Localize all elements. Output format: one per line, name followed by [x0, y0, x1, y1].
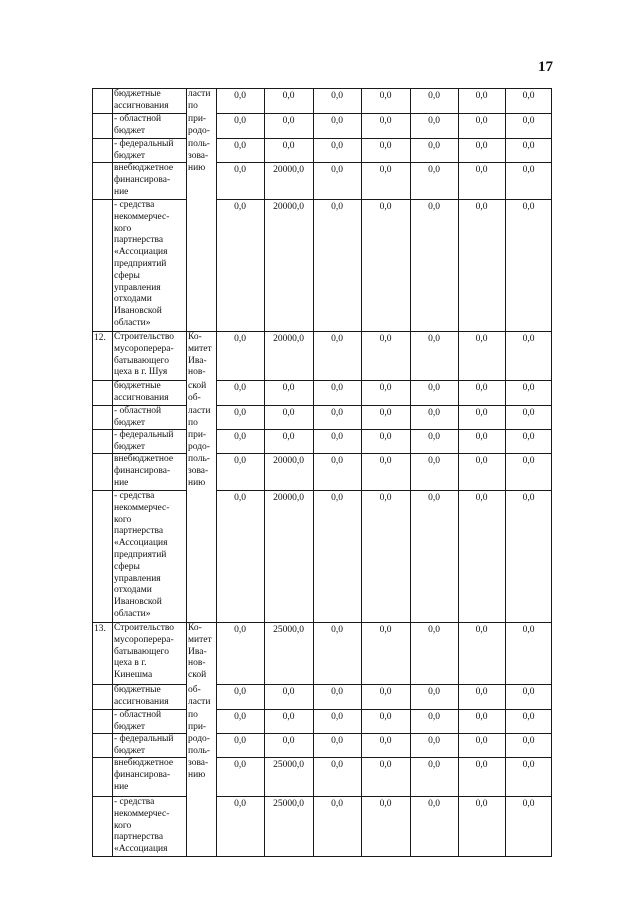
row-divider — [216, 429, 552, 430]
value-cell: 0,0 — [331, 493, 343, 503]
value-cell: 0,0 — [282, 712, 295, 722]
value-cell: 0,0 — [379, 712, 392, 722]
column-divider — [112, 88, 113, 857]
value-cell: 0,0 — [428, 116, 440, 126]
value-cell: 0,0 — [379, 736, 392, 746]
value-cell: 0,0 — [234, 91, 246, 101]
row-divider — [92, 709, 112, 710]
executor-text: нию — [188, 163, 206, 173]
value-cell: 0,0 — [428, 799, 440, 809]
value-cell: 0,0 — [234, 760, 246, 770]
row-divider — [216, 796, 552, 797]
row-divider — [92, 199, 112, 200]
value-cell: 0,0 — [428, 334, 440, 344]
value-cell: 0,0 — [522, 141, 535, 151]
row-divider — [92, 429, 112, 430]
value-cell: 0,0 — [282, 687, 295, 697]
value-cell: 0,0 — [234, 165, 246, 175]
value-cell: 0,0 — [234, 432, 246, 442]
row-divider — [92, 405, 112, 406]
value-cell: 0,0 — [428, 760, 440, 770]
executor-text: Ко- митет Ива- нов- ской — [188, 623, 212, 681]
value-cell: 0,0 — [475, 625, 488, 635]
value-cell: 0,0 — [331, 625, 343, 635]
value-cell: 0,0 — [234, 687, 246, 697]
value-cell: 0,0 — [475, 116, 488, 126]
value-cell: 0,0 — [331, 383, 343, 393]
executor-text: поль- зова- — [188, 139, 210, 161]
executor-text: ской об- — [188, 381, 207, 403]
value-cell: 0,0 — [475, 736, 488, 746]
value-cell: 0,0 — [234, 493, 246, 503]
value-cell: 0,0 — [475, 165, 488, 175]
value-cell: 0,0 — [522, 334, 535, 344]
value-cell: 0,0 — [522, 202, 535, 212]
value-cell: 25000,0 — [273, 760, 304, 770]
row-divider — [92, 380, 112, 381]
value-cell: 0,0 — [522, 383, 535, 393]
value-cell: 0,0 — [331, 165, 343, 175]
value-cell: 20000,0 — [273, 493, 304, 503]
column-divider — [186, 88, 187, 857]
value-cell: 0,0 — [282, 432, 295, 442]
value-cell: 0,0 — [234, 408, 246, 418]
value-cell: 0,0 — [428, 625, 440, 635]
value-cell: 0,0 — [475, 456, 488, 466]
value-cell: 0,0 — [475, 799, 488, 809]
value-cell: 0,0 — [234, 736, 246, 746]
value-cell: 0,0 — [331, 141, 343, 151]
row-divider — [216, 684, 552, 685]
value-cell: 0,0 — [234, 799, 246, 809]
executor-text: по при- — [188, 710, 207, 732]
executor-text: зова- нию — [188, 758, 209, 780]
row-name: Строительство мусоропереpa- батывающего цеха в г. Шуя — [114, 332, 175, 378]
value-cell: 0,0 — [331, 202, 343, 212]
row-divider — [92, 757, 112, 758]
value-cell: 0,0 — [475, 408, 488, 418]
value-cell: 0,0 — [234, 625, 246, 635]
value-cell: 25000,0 — [273, 625, 304, 635]
value-cell: 0,0 — [282, 736, 295, 746]
executor-text: поль- зова- нию — [188, 454, 210, 488]
row-name: - областной бюджет — [114, 114, 162, 136]
row-name: - федеральный бюджет — [114, 139, 174, 161]
executor-text: ласти по — [188, 406, 211, 428]
value-cell: 0,0 — [379, 760, 392, 770]
row-name: - областной бюджет — [114, 406, 162, 428]
value-cell: 0,0 — [282, 91, 295, 101]
row-name: - федеральный бюджет — [114, 430, 174, 452]
value-cell: 0,0 — [428, 687, 440, 697]
value-cell: 0,0 — [475, 760, 488, 770]
value-cell: 0,0 — [331, 712, 343, 722]
value-cell: 0,0 — [428, 408, 440, 418]
value-cell: 0,0 — [428, 712, 440, 722]
row-name: бюджетные ассигнования — [114, 381, 169, 403]
value-cell: 0,0 — [428, 383, 440, 393]
value-cell: 0,0 — [331, 334, 343, 344]
row-name: - областной бюджет — [114, 710, 162, 732]
value-cell: 0,0 — [379, 141, 392, 151]
value-cell: 0,0 — [379, 625, 392, 635]
row-name: бюджетные ассигнования — [114, 89, 169, 111]
row-name: - средства некоммерчес- кого партнерства «Ассоциация предприятий сферы управления отходами Ивановской области» — [114, 491, 170, 619]
value-cell: 0,0 — [475, 687, 488, 697]
row-name: внебюджетное финансирова- ние — [114, 758, 174, 792]
row-divider — [92, 733, 112, 734]
row-divider — [216, 113, 552, 114]
value-cell: 0,0 — [379, 408, 392, 418]
row-divider — [92, 796, 112, 797]
value-cell: 0,0 — [428, 736, 440, 746]
executor-text: ласти по — [188, 89, 211, 111]
row-name: внебюджетное финансирова- ние — [114, 454, 174, 488]
value-cell: 0,0 — [282, 383, 295, 393]
value-cell: 0,0 — [234, 116, 246, 126]
value-cell: 0,0 — [522, 760, 535, 770]
page-number: 17 — [538, 59, 553, 75]
value-cell: 0,0 — [522, 712, 535, 722]
value-cell: 0,0 — [379, 456, 392, 466]
value-cell: 0,0 — [522, 736, 535, 746]
row-divider — [216, 162, 552, 163]
row-divider — [92, 490, 112, 491]
value-cell: 0,0 — [522, 408, 535, 418]
value-cell: 0,0 — [475, 712, 488, 722]
executor-text: родо- поль- — [188, 734, 210, 756]
value-cell: 0,0 — [331, 116, 343, 126]
row-divider — [92, 453, 112, 454]
value-cell: 0,0 — [379, 383, 392, 393]
value-cell: 0,0 — [234, 456, 246, 466]
value-cell: 0,0 — [331, 456, 343, 466]
value-cell: 0,0 — [331, 687, 343, 697]
value-cell: 0,0 — [522, 456, 535, 466]
row-name: Строительство мусоропереpa- батывающего цеха в г. Кинешма — [114, 623, 175, 681]
row-name: - средства некоммерчес- кого партнерства «Ассоциация — [114, 797, 170, 855]
value-cell: 0,0 — [331, 799, 343, 809]
value-cell: 0,0 — [475, 202, 488, 212]
value-cell: 0,0 — [522, 625, 535, 635]
value-cell: 0,0 — [282, 141, 295, 151]
row-divider — [216, 405, 552, 406]
value-cell: 0,0 — [234, 712, 246, 722]
value-cell: 0,0 — [379, 687, 392, 697]
row-name: бюджетные ассигнования — [114, 685, 169, 707]
value-cell: 20000,0 — [273, 334, 304, 344]
row-divider — [92, 162, 112, 163]
row-number: 12. — [94, 333, 106, 343]
value-cell: 0,0 — [475, 383, 488, 393]
value-cell: 0,0 — [475, 91, 488, 101]
value-cell: 0,0 — [522, 432, 535, 442]
value-cell: 0,0 — [428, 493, 440, 503]
executor-text: при- родо- — [188, 114, 210, 136]
executor-text: об- ласти — [188, 685, 211, 707]
value-cell: 0,0 — [282, 408, 295, 418]
value-cell: 20000,0 — [273, 456, 304, 466]
row-name: внебюджетное финансирова- ние — [114, 163, 174, 197]
value-cell: 0,0 — [522, 165, 535, 175]
value-cell: 0,0 — [428, 432, 440, 442]
row-number: 13. — [94, 624, 106, 634]
value-cell: 0,0 — [379, 165, 392, 175]
row-divider — [216, 199, 552, 200]
row-divider — [92, 138, 112, 139]
value-cell: 0,0 — [331, 736, 343, 746]
value-cell: 0,0 — [282, 116, 295, 126]
row-divider — [216, 380, 552, 381]
value-cell: 0,0 — [379, 334, 392, 344]
value-cell: 0,0 — [475, 432, 488, 442]
value-cell: 25000,0 — [273, 799, 304, 809]
value-cell: 0,0 — [234, 383, 246, 393]
executor-text: при- родо- — [188, 430, 210, 452]
row-divider — [216, 453, 552, 454]
executor-text: Ко- митет Ива- нов- — [188, 332, 212, 378]
value-cell: 0,0 — [475, 141, 488, 151]
value-cell: 0,0 — [379, 432, 392, 442]
row-divider — [216, 138, 552, 139]
value-cell: 0,0 — [475, 334, 488, 344]
value-cell: 0,0 — [379, 202, 392, 212]
value-cell: 0,0 — [428, 456, 440, 466]
row-divider — [216, 733, 552, 734]
row-divider — [216, 709, 552, 710]
value-cell: 0,0 — [428, 165, 440, 175]
value-cell: 0,0 — [234, 202, 246, 212]
value-cell: 0,0 — [331, 408, 343, 418]
value-cell: 0,0 — [428, 141, 440, 151]
value-cell: 0,0 — [522, 116, 535, 126]
value-cell: 0,0 — [522, 799, 535, 809]
value-cell: 0,0 — [379, 493, 392, 503]
value-cell: 0,0 — [522, 687, 535, 697]
value-cell: 0,0 — [331, 432, 343, 442]
value-cell: 0,0 — [522, 493, 535, 503]
value-cell: 0,0 — [379, 116, 392, 126]
value-cell: 20000,0 — [273, 165, 304, 175]
value-cell: 0,0 — [379, 91, 392, 101]
value-cell: 0,0 — [234, 334, 246, 344]
value-cell: 0,0 — [428, 202, 440, 212]
value-cell: 0,0 — [475, 493, 488, 503]
row-name: - средства некоммерчес- кого партнерства «Ассоциация предприятий сферы управления отходами Ивановской области» — [114, 200, 170, 328]
value-cell: 0,0 — [331, 760, 343, 770]
row-divider — [216, 490, 552, 491]
value-cell: 0,0 — [428, 91, 440, 101]
value-cell: 0,0 — [522, 91, 535, 101]
value-cell: 0,0 — [331, 91, 343, 101]
row-divider — [92, 684, 112, 685]
row-name: - федеральный бюджет — [114, 734, 174, 756]
row-divider — [216, 757, 552, 758]
value-cell: 0,0 — [234, 141, 246, 151]
value-cell: 0,0 — [379, 799, 392, 809]
value-cell: 20000,0 — [273, 202, 304, 212]
row-divider — [92, 113, 112, 114]
